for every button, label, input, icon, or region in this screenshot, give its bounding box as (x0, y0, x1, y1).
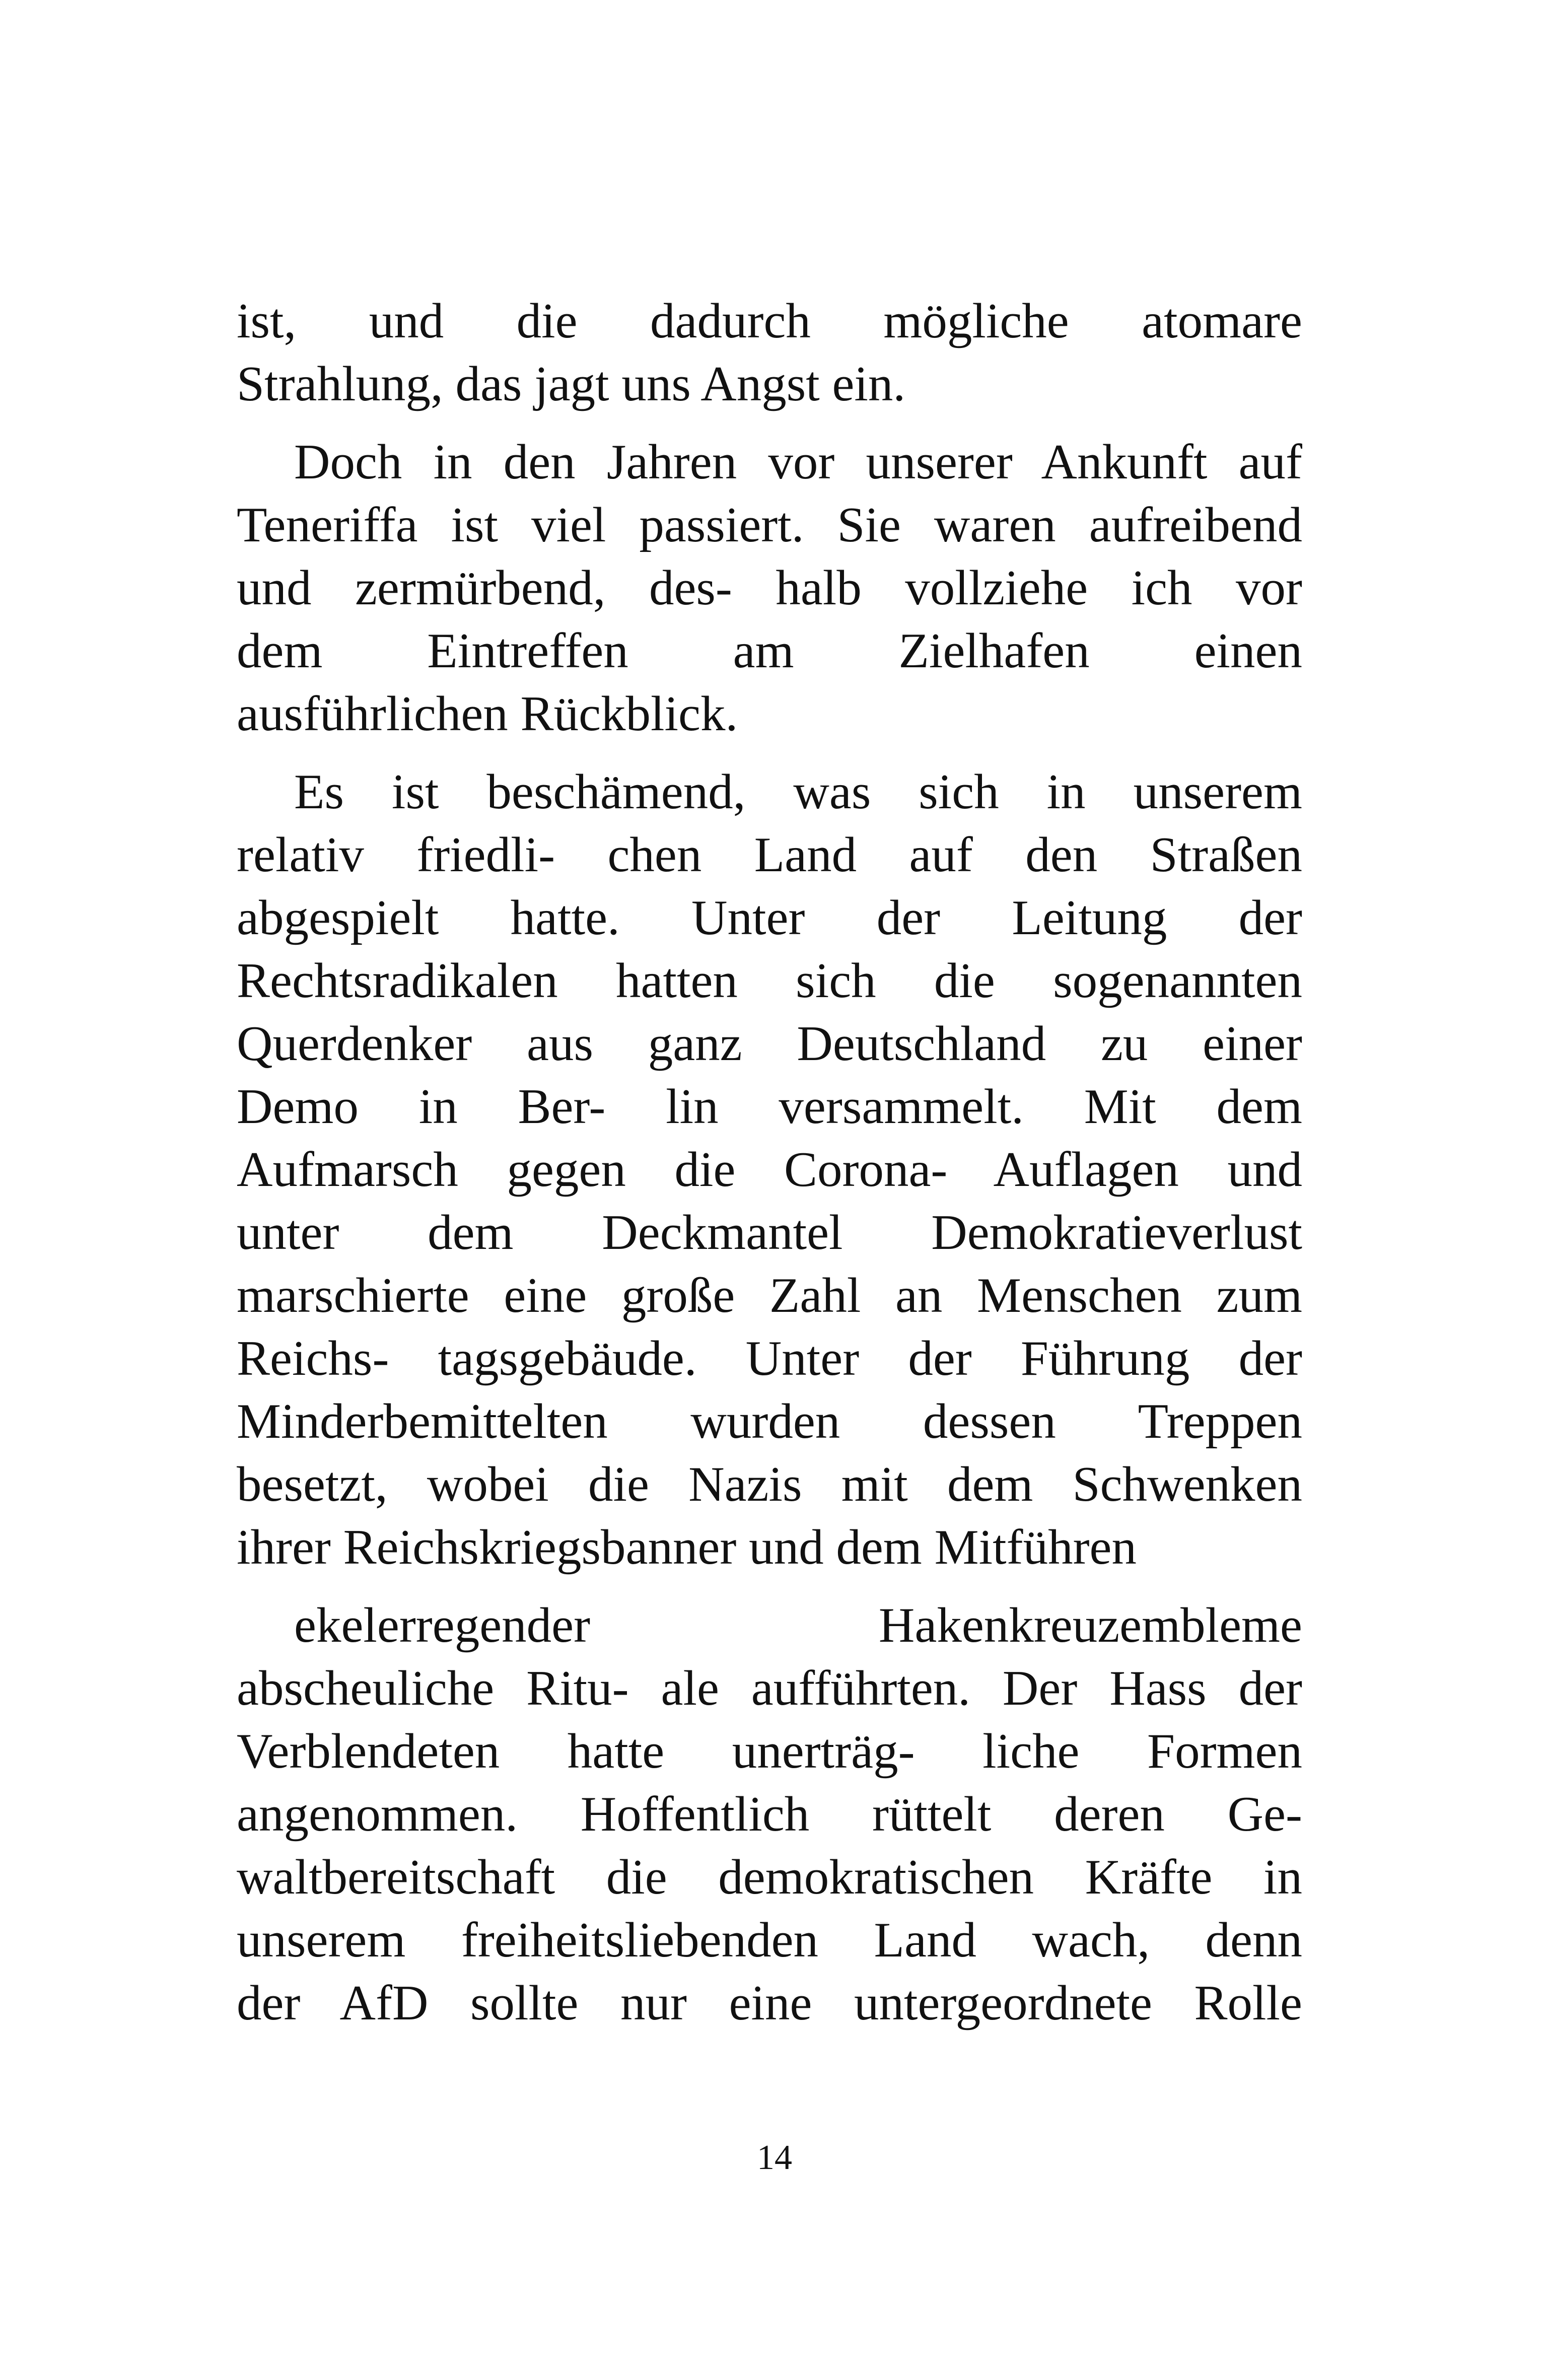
paragraph-3 (237, 760, 1302, 1579)
text-line: Querdenker aus ganz Deutschland zu einer (237, 1016, 1302, 1071)
text-line: Strahlung, das jagt uns Angst ein. (237, 357, 906, 411)
text-line: ekelerregender Hakenkreuzembleme (294, 1598, 1302, 1653)
text-line: marschierte eine große Zahl an Menschen zum (237, 1268, 1302, 1323)
text-line: angenommen. Hoffentlich rüttelt deren Ge- (237, 1787, 1302, 1842)
text-line: abgespielt hatte. Unter der Leitung der (237, 890, 1302, 945)
text-line: waltbereitschaft die demokratischen Kräfte in (237, 1850, 1302, 1905)
body-text (237, 290, 1302, 2035)
text-line: ist, und die dadurch mögliche atomare (237, 294, 1302, 348)
text-line: Es ist beschämend, was sich in unserem (294, 764, 1302, 819)
text-line: relativ friedli- chen Land auf den Straßen (237, 827, 1302, 882)
text-line: Minderbemittelten wurden dessen Treppen (237, 1394, 1302, 1449)
text-line: Teneriffa ist viel passiert. Sie waren aufreibend (237, 498, 1302, 552)
text-line: ihrer Reichskriegsbanner und dem Mitführen (237, 1520, 1137, 1575)
text-line: ausführlichen Rückblick. (237, 686, 738, 741)
text-line: abscheuliche Ritu- ale aufführten. Der Hass der (237, 1661, 1302, 1716)
text-line: Reichs- tagsgebäude. Unter der Führung der (237, 1331, 1302, 1386)
text-line: Demo in Ber- lin versammelt. Mit dem (237, 1079, 1302, 1134)
text-line: Rechtsradikalen hatten sich die sogenannten (237, 953, 1302, 1008)
text-line: unter dem Deckmantel Demokratieverlust (237, 1205, 1302, 1260)
text-line: Verblendeten hatte unerträg- liche Formen (237, 1724, 1302, 1779)
text-line: besetzt, wobei die Nazis mit dem Schwenken (237, 1457, 1302, 1512)
page-number: 14 (757, 2138, 792, 2177)
paragraph-1 (237, 290, 1302, 415)
text-line: Aufmarsch gegen die Corona- Auflagen und (237, 1142, 1302, 1197)
text-line: und zermürbend, des- halb vollziehe ich vor (237, 561, 1302, 615)
text-line: dem Eintreffen am Zielhafen einen (237, 623, 1302, 678)
text-line: unserem freiheitsliebenden Land wach, denn (237, 1913, 1302, 1968)
paragraph-4 (237, 1594, 1302, 2035)
text-line: der AfD sollte nur eine untergeordnete Rolle (237, 1976, 1302, 2031)
text-line: Doch in den Jahren vor unserer Ankunft auf (294, 435, 1302, 489)
paragraph-2 (237, 431, 1302, 745)
